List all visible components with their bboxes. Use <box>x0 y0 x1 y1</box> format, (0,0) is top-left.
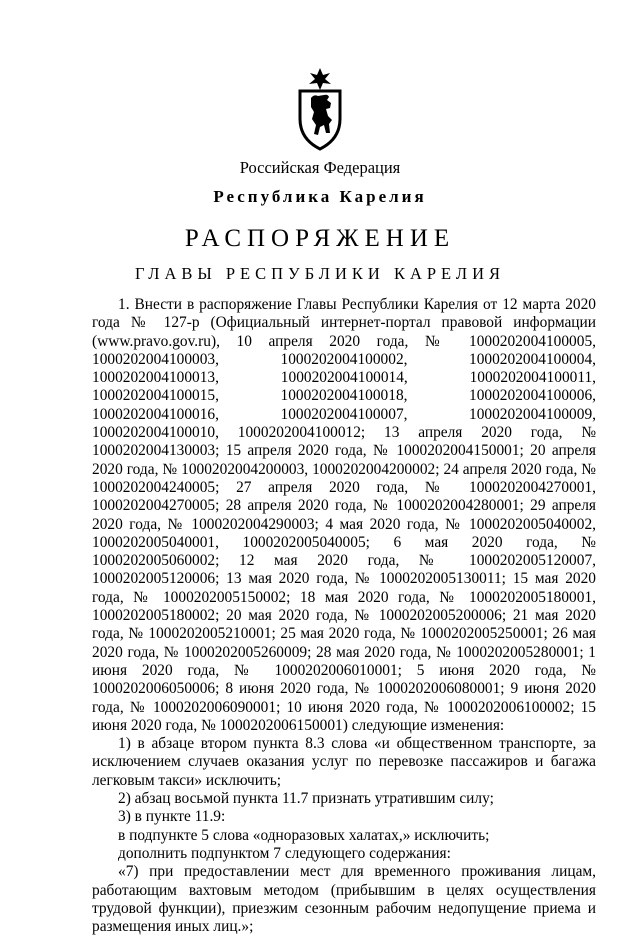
paragraph-item-3: 3) в пункте 11.9: <box>118 808 226 826</box>
republic-name: Республика Карелия <box>213 187 427 206</box>
paragraph-amendment-intro: 1. Внести в распоряжение Главы Республики Карелия от 12 марта 2020 года № 127-р (Официальный интернет-портал правовой информации (www.pravo.gov.ru), 10 апреля 2020 года, № 1000202004100005, 1000202004100003, 1000202004100002, 1000202004100004, 1000202004100013, 1000202004100014, 1000202004100011, 1000202004100015, 1000202004100018, 1000202004100006, 1000202004100016, 1000202004100007, 1000202004100009, 1000202004100010, 1000202004100012; 13 апреля 2020 года, № 1000202004130003; 15 апреля 2020 года, № 1000202004150001; 20 апреля 2020 года, № 1000202004200003, 1000202004200002; 24 апреля 2020 года, № 1000202004240005; 27 апреля 2020 года, № 1000202004270001, 1000202004270005; 28 апреля 2020 года, № 1000202004280001; 29 апреля 2020 года, № 1000202004290003; 4 мая 2020 года, № 1000202005040002, 1000202005040001, 1000202005040005; 6 мая 2020 года, № 1000202005060002; 12 мая 2020 года, № 1000202005120007, 1000202005120006; 13 мая 2020 года, № 1000202005130011; 15 мая 2020 года, № 1000202005150002; 18 мая 2020 года, № 1000202005180001, 1000202005180002; 20 мая 2020 года, № 1000202005200006; 21 мая 2020 года, № 1000202005210001; 25 мая 2020 года, № 1000202005250001; 26 мая 2020 года, № 1000202005260009; 28 мая 2020 года, № 1000202005280001; 1 июня 2020 года, № 1000202006010001; 5 июня 2020 года, № 1000202006050006; 8 июня 2020 года, № 1000202006080001; 9 июня 2020 года, № 1000202006090001; 10 июня 2020 года, № 1000202006100002; 15 июня 2020 года, № 1000202006150001) следующие изменения: <box>92 296 596 734</box>
issuer-title: ГЛАВЫ РЕСПУБЛИКИ КАРЕЛИЯ <box>134 264 506 283</box>
paragraph-add-subitem-7: дополнить подпунктом 7 следующего содержания: <box>118 844 451 862</box>
document-type-title: РАСПОРЯЖЕНИЕ <box>184 225 456 252</box>
document-body <box>92 296 596 936</box>
paragraph-subitem-5: в подпункте 5 слова «одноразовых халатах,» исключить; <box>118 826 490 844</box>
karelia-coat-of-arms-bear-icon <box>297 67 343 151</box>
paragraph-item-2: 2) абзац восьмой пункта 11.7 признать утратившим силу; <box>118 790 494 808</box>
country-name: Российская Федерация <box>239 158 401 177</box>
paragraph-item-1: 1) в абзаце втором пункта 8.3 слова «и общественном транспорте, за исключением случаев оказания услуг по перевозке пассажиров и багажа легковым такси» исключить; <box>92 735 596 789</box>
paragraph-subitem-7-text: «7) при предоставлении мест для временного проживания лицам, работающим вахтовым методом (прибывшим в целях осуществления трудовой функции), приезжим сезонным рабочим недопущение приема и размещения иных лиц.»; <box>92 863 596 936</box>
